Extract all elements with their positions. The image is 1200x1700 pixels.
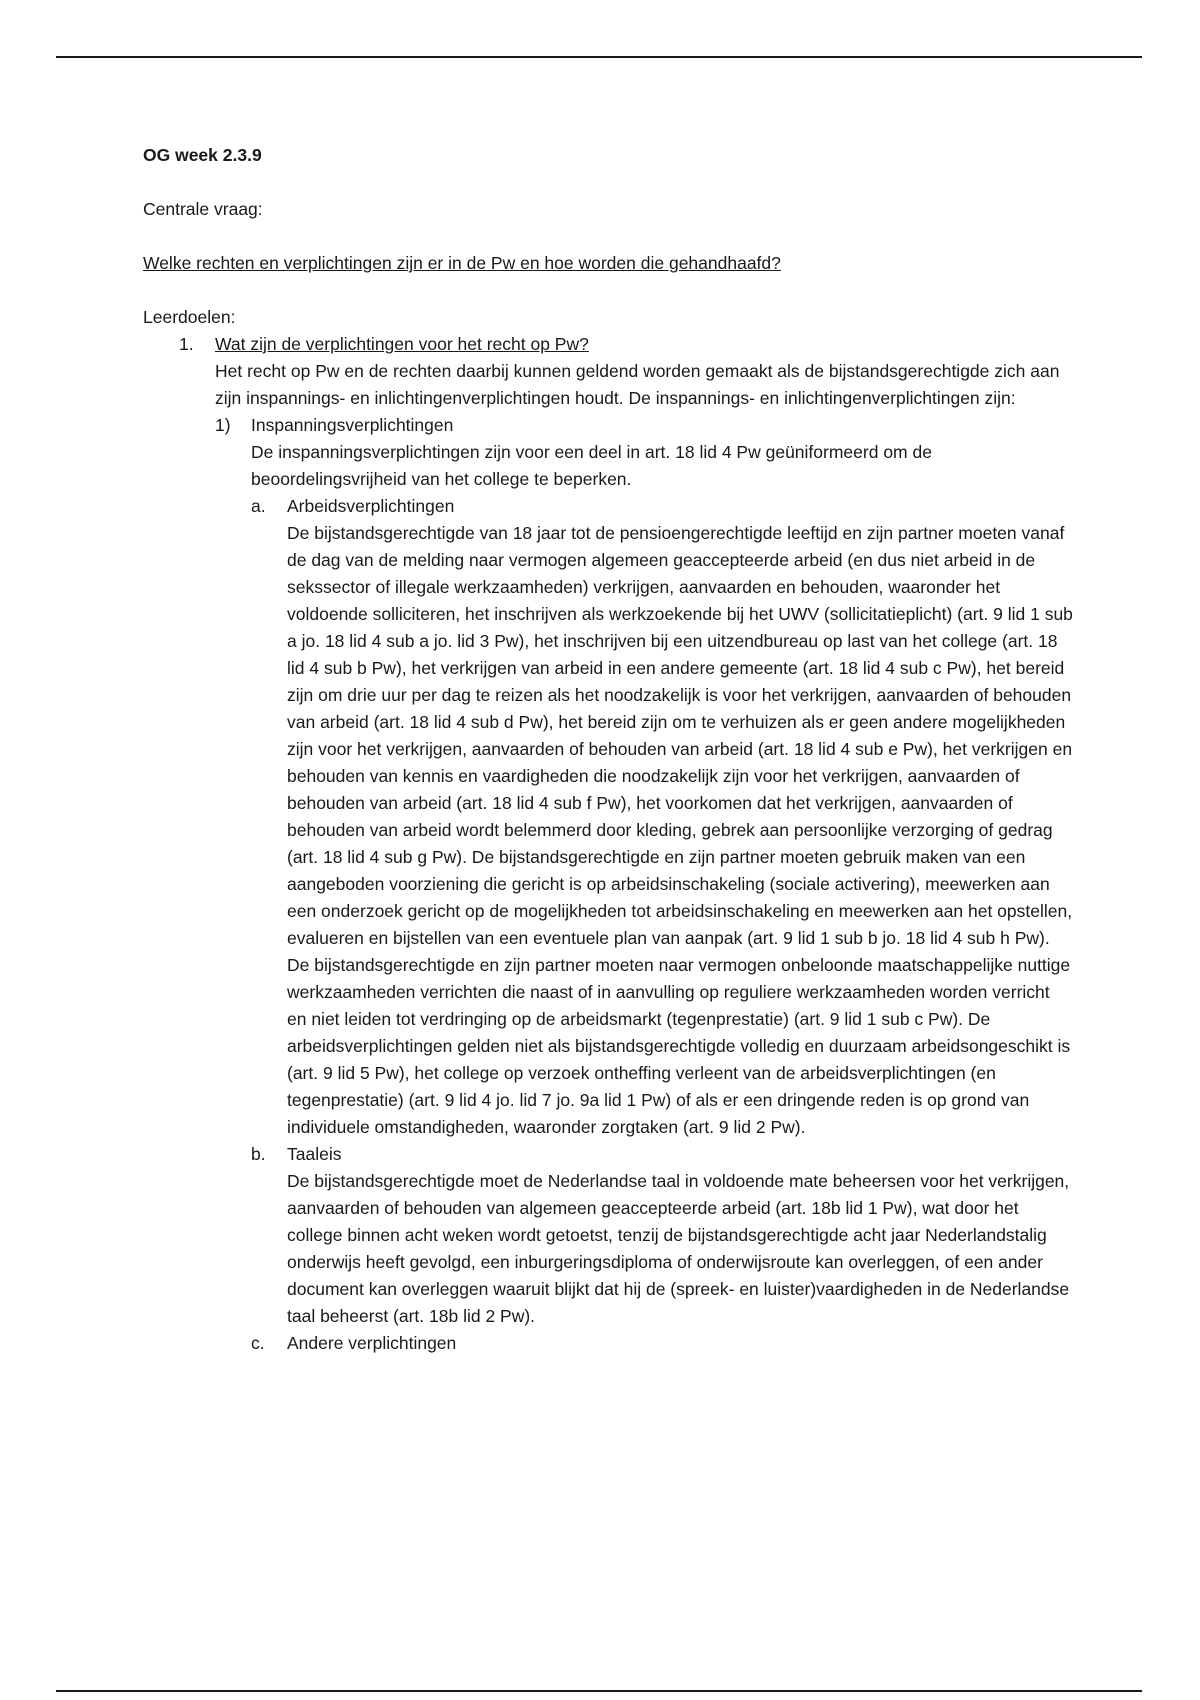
list-marker: c. xyxy=(251,1333,265,1353)
central-question: Welke rechten en verplichtingen zijn er in de Pw en hoe worden die gehandhaafd? xyxy=(143,253,781,273)
list-marker: b. xyxy=(251,1144,266,1164)
learning-goal-1 xyxy=(143,331,1073,358)
header-rule xyxy=(56,56,1142,58)
sub-item-c xyxy=(143,1330,1073,1357)
section-body: De inspanningsverplichtingen zijn voor een deel in art. 18 lid 4 Pw geüniformeerd om de beoordelingsvrijheid van het college te beperken. xyxy=(251,442,932,489)
document-title: OG week 2.3.9 xyxy=(143,145,262,165)
sub-item-b xyxy=(143,1141,1073,1168)
learning-goal-heading: Wat zijn de verplichtingen voor het recht op Pw? xyxy=(215,334,589,354)
list-marker: 1. xyxy=(179,334,194,354)
obligation-section xyxy=(143,412,1073,439)
sub-item-heading: Arbeidsverplichtingen xyxy=(287,496,455,516)
central-question-label: Centrale vraag: xyxy=(143,199,263,219)
footer-rule xyxy=(56,1690,1142,1692)
sub-item-body: De bijstandsgerechtigde moet de Nederlandse taal in voldoende mate beheersen voor het verkrijgen, aanvaarden of behouden van algemeen geaccepteerde arbeid (art. 18b lid 1 Pw), wat door het college binnen acht weken wordt getoetst, tenzij de bijstandsgerechtigde acht jaar Nederlandstalig onderwijs heeft gevolgd, een inburgeringsdiploma of onderwijsroute kan overleggen, of een ander document kan overleggen waaruit blijkt dat hij de (spreek- en luister)vaardigheden in de Nederlandse taal beheerst (art. 18b lid 2 Pw). xyxy=(287,1171,1070,1326)
sub-item-heading: Taaleis xyxy=(287,1144,342,1164)
document-body xyxy=(143,142,1073,1357)
list-marker: 1) xyxy=(215,415,231,435)
learning-goal-body: Het recht op Pw en de rechten daarbij kunnen geldend worden gemaakt als de bijstandsgerechtigde zich aan zijn inspannings- en inlichtingenverplichtingen houdt. De inspannings- en inlichtingenverplichtingen zijn: xyxy=(215,361,1060,408)
section-heading: Inspanningsverplichtingen xyxy=(251,415,454,435)
sub-item-heading: Andere verplichtingen xyxy=(287,1333,457,1353)
learning-goals-label: Leerdoelen: xyxy=(143,307,236,327)
sub-item-body: De bijstandsgerechtigde van 18 jaar tot de pensioengerechtigde leeftijd en zijn partner moeten vanaf de dag van de melding naar vermogen algemeen geaccepteerde arbeid (en dus niet arbeid in de sekssector of illegale werkzaamheden) verkrijgen, aanvaarden en behouden, waaronder het voldoende solliciteren, het inschrijven als werkzoekende bij het UWV (sollicitatieplicht) (art. 9 lid 1 sub a jo. 18 lid 4 sub a jo. lid 3 Pw), het inschrijven bij een uitzendbureau op last van het college (art. 18 lid 4 sub b Pw), het verkrijgen van arbeid in een andere gemeente (art. 18 lid 4 sub c Pw), het bereid zijn om drie uur per dag te reizen als het noodzakelijk is voor het verkrijgen, aanvaarden of behouden van arbeid (art. 18 lid 4 sub d Pw), het bereid zijn om te verhuizen als er geen andere mogelijkheden zijn voor het verkrijgen, aanvaarden of behouden van arbeid (art. 18 lid 4 sub e Pw), het verkrijgen en behouden van kennis en vaardigheden die noodzakelijk zijn voor het verkrijgen, aanvaarden of behouden van arbeid (art. 18 lid 4 sub f Pw), het voorkomen dat het verkrijgen, aanvaarden of behouden van arbeid wordt belemmerd door kleding, gebrek aan persoonlijke verzorging of gedrag (art. 18 lid 4 sub g Pw). De bijstandsgerechtigde en zijn partner moeten gebruik maken van een aangeboden voorziening die gericht is op arbeidsinschakeling (sociale activering), meewerken aan een onderzoek gericht op de mogelijkheden tot arbeidsinschakeling en meewerken aan het opstellen, evalueren en bijstellen van een eventuele plan van aanpak (art. 9 lid 1 sub b jo. 18 lid 4 sub h Pw). De bijstandsgerechtigde en zijn partner moeten naar vermogen onbeloonde maatschappelijke nuttige werkzaamheden verrichten die naast of in aanvulling op reguliere werkzaamheden worden verricht en niet leiden tot verdringing op de arbeidsmarkt (tegenprestatie) (art. 9 lid 1 sub c Pw). De arbeidsverplichtingen gelden niet als bijstandsgerechtigde volledig en duurzaam arbeidsongeschikt is (art. 9 lid 5 Pw), het college op verzoek ontheffing verleent van de arbeidsverplichtingen (en tegenprestatie) (art. 9 lid 4 jo. lid 7 jo. 9a lid 1 Pw) of als er een dringende reden is op grond van individuele omstandigheden, waaronder zorgtaken (art. 9 lid 2 Pw). xyxy=(287,523,1073,1137)
list-marker: a. xyxy=(251,496,266,516)
sub-item-a xyxy=(143,493,1073,520)
